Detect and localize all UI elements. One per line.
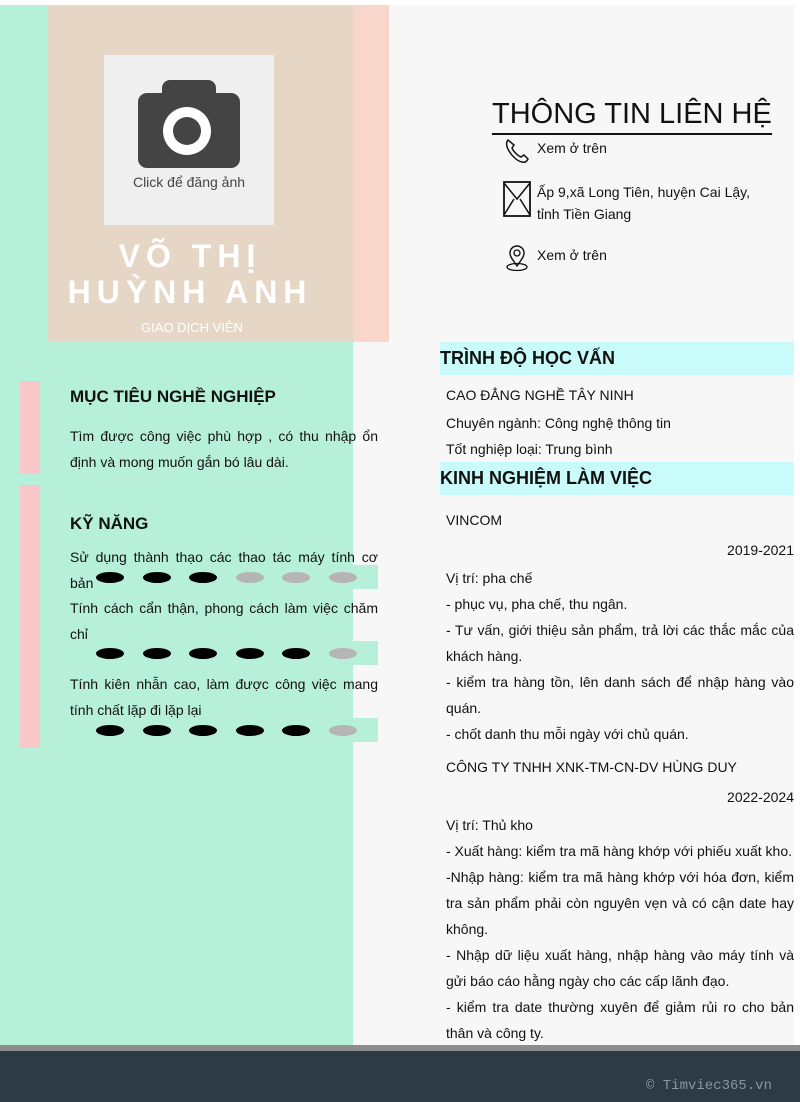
skills-section-title: KỸ NĂNG <box>70 514 149 533</box>
footer-copyright[interactable]: © Timviec365.vn <box>645 1078 772 1094</box>
rating-dot-filled <box>189 725 217 736</box>
job-title[interactable]: GIAO DỊCH VIÊN <box>141 320 243 335</box>
contact-location[interactable] <box>503 244 757 272</box>
job-position[interactable]: Vị trí: Thủ kho <box>446 817 533 833</box>
contact-section-title: THÔNG TIN LIÊN HỆ <box>492 96 772 135</box>
rating-dot-filled <box>143 572 171 583</box>
rating-dot-filled <box>236 648 264 659</box>
rating-dot-empty <box>236 572 264 583</box>
education-section-title: TRÌNH ĐỘ HỌC VẤN <box>440 342 794 375</box>
contact-phone-text: Xem ở trên <box>537 140 607 156</box>
objective-section-title: MỤC TIÊU NGHỀ NGHIỆP <box>70 387 276 406</box>
objective-accent-bar <box>20 381 40 474</box>
rating-dot-filled <box>282 725 310 736</box>
job-duty[interactable]: - kiểm tra hàng tồn, lên danh sách để nhập hàng vào quán. <box>446 674 794 716</box>
job-company[interactable]: CÔNG TY TNHH XNK-TM-CN-DV HÙNG DUY <box>446 759 737 775</box>
job-period[interactable]: 2022-2024 <box>727 789 794 805</box>
education-grade[interactable]: Tốt nghiệp loại: Trung bình <box>446 441 613 457</box>
job-duty[interactable]: - Nhập dữ liệu xuất hàng, nhập hàng vào máy tính và gửi báo cáo hằng ngày cho các cấp lãnh đạo. <box>446 947 794 989</box>
job-duty[interactable]: - Tư vấn, giới thiệu sản phẩm, trả lời các thắc mắc của khách hàng. <box>446 622 794 664</box>
rating-dot-empty <box>329 725 357 736</box>
skill-item[interactable]: Tính kiên nhẫn cao, làm được công việc mang tính chất lặp đi lặp lại <box>70 676 378 718</box>
rating-dot-empty <box>282 572 310 583</box>
job-company[interactable]: VINCOM <box>446 512 502 528</box>
phone-icon <box>503 137 531 165</box>
rating-dot-filled <box>143 648 171 659</box>
job-duty[interactable]: - kiểm tra date thường xuyên để giảm rủi ro cho bản thân và công ty. <box>446 999 794 1041</box>
full-name[interactable]: VÕ THỊ HUỲNH ANH <box>67 238 313 310</box>
rating-dot-filled <box>96 648 124 659</box>
contact-address[interactable] <box>503 181 757 225</box>
rating-dot-filled <box>96 725 124 736</box>
job-period[interactable]: 2019-2021 <box>727 542 794 558</box>
education-school[interactable]: CAO ĐẲNG NGHỀ TÂY NINH <box>446 387 634 403</box>
objective-text[interactable]: Tìm được công việc phù hợp , có thu nhập ổn định và mong muốn gắn bó lâu dài. <box>70 428 378 470</box>
rating-dot-filled <box>282 648 310 659</box>
photo-upload[interactable] <box>104 55 274 225</box>
skill-rating[interactable] <box>96 725 376 736</box>
job-duty[interactable]: - phục vụ, pha chế, thu ngân. <box>446 596 628 612</box>
rating-dot-filled <box>236 725 264 736</box>
rating-dot-filled <box>143 725 171 736</box>
rating-dot-empty <box>329 572 357 583</box>
rating-dot-filled <box>189 572 217 583</box>
contact-address-text: Ấp 9,xã Long Tiên, huyện Cai Lậy, tỉnh Tiền Giang <box>537 184 750 222</box>
skill-rating[interactable] <box>96 648 376 659</box>
rating-dot-empty <box>329 648 357 659</box>
skill-item[interactable]: Sử dụng thành thạo các thao tác máy tính cơ bản <box>70 549 378 591</box>
rating-dot-filled <box>189 648 217 659</box>
education-major[interactable]: Chuyên ngành: Công nghệ thông tin <box>446 415 671 431</box>
job-duty[interactable]: - Xuất hàng: kiểm tra mã hàng khớp với phiếu xuất kho. <box>446 843 792 859</box>
job-position[interactable]: Vị trí: pha chế <box>446 570 533 586</box>
skills-accent-bar <box>20 485 40 748</box>
contact-location-text: Xem ở trên <box>537 247 607 263</box>
footer-bar <box>0 1051 800 1102</box>
contact-phone[interactable] <box>503 137 757 165</box>
job-duty[interactable]: - chốt danh thu mỗi ngày với chủ quán. <box>446 726 689 742</box>
contact-panel <box>389 5 794 342</box>
rating-dot-filled <box>96 572 124 583</box>
location-icon <box>503 244 531 272</box>
mail-icon <box>503 181 531 217</box>
header-accent-strip <box>353 5 389 342</box>
experience-section-title: KINH NGHIỆM LÀM VIỆC <box>440 462 794 495</box>
photo-upload-hint: Click để đăng ảnh <box>132 174 246 190</box>
skill-rating[interactable] <box>96 572 376 583</box>
job-duty[interactable]: -Nhập hàng: kiểm tra mã hàng khớp với hóa đơn, kiểm tra sản phẩm phải còn nguyên vẹn và có cận date hay không. <box>446 869 794 937</box>
skill-item[interactable]: Tính cách cẩn thận, phong cách làm việc chăm chỉ <box>70 600 378 642</box>
